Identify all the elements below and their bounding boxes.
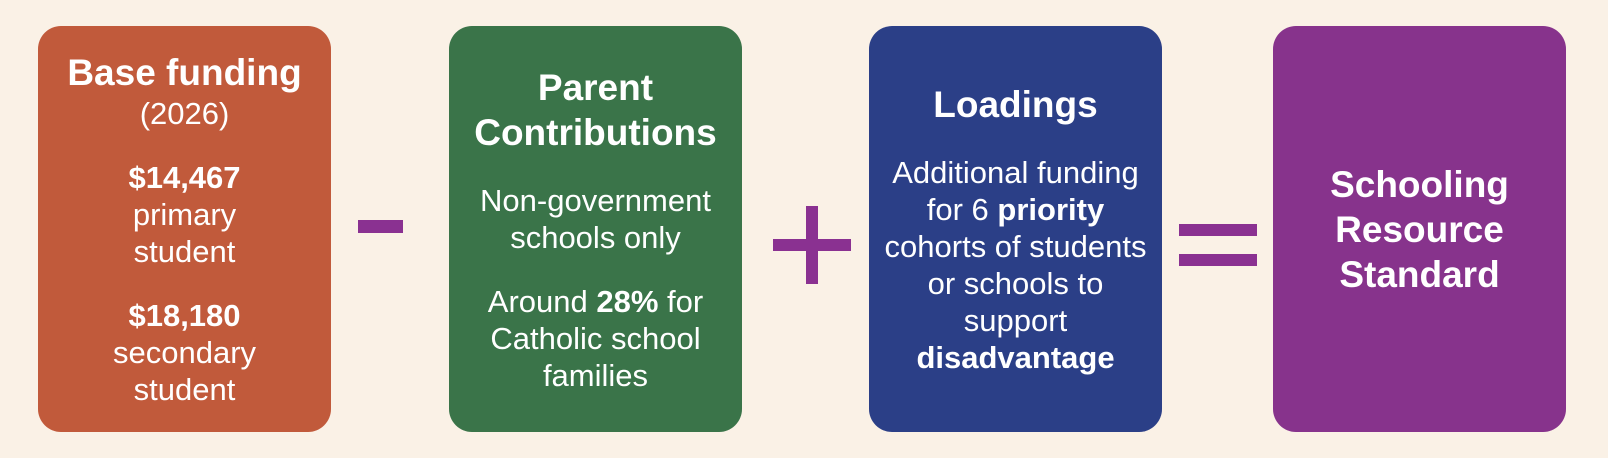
plus-bar-vertical <box>806 206 818 284</box>
loadings-heading: Loadings <box>933 84 1098 125</box>
base-funding-year: (2026) <box>139 96 230 131</box>
equals-bar-top <box>1179 224 1257 236</box>
plus-icon <box>773 206 851 284</box>
operator-cell-equals <box>1162 0 1273 458</box>
operator-cell-plus <box>742 0 869 458</box>
parent-contributions-heading: Parent Contributions <box>474 66 717 153</box>
primary-student-amount: $14,467 primary student <box>128 160 241 269</box>
base-funding-heading: Base funding <box>67 52 302 93</box>
loadings-box <box>869 26 1162 432</box>
parent-contributions-box <box>449 26 742 432</box>
schooling-resource-standard-heading: Schooling Resource Standard <box>1330 163 1509 295</box>
operator-cell-minus <box>331 0 449 458</box>
secondary-student-amount: $18,180 secondary student <box>112 298 257 407</box>
non-government-note: Non-government schools only <box>480 182 711 255</box>
schooling-resource-standard-box <box>1273 26 1566 432</box>
catholic-families-note: Around 28% for Catholic school families <box>487 283 704 393</box>
minus-icon <box>358 220 403 233</box>
equals-icon <box>1179 224 1257 266</box>
loadings-description: Additional funding for 6 priority cohorts of students or schools to support disadvantage <box>884 155 1147 375</box>
equals-bar-bottom <box>1179 254 1257 266</box>
base-funding-box <box>38 26 331 432</box>
